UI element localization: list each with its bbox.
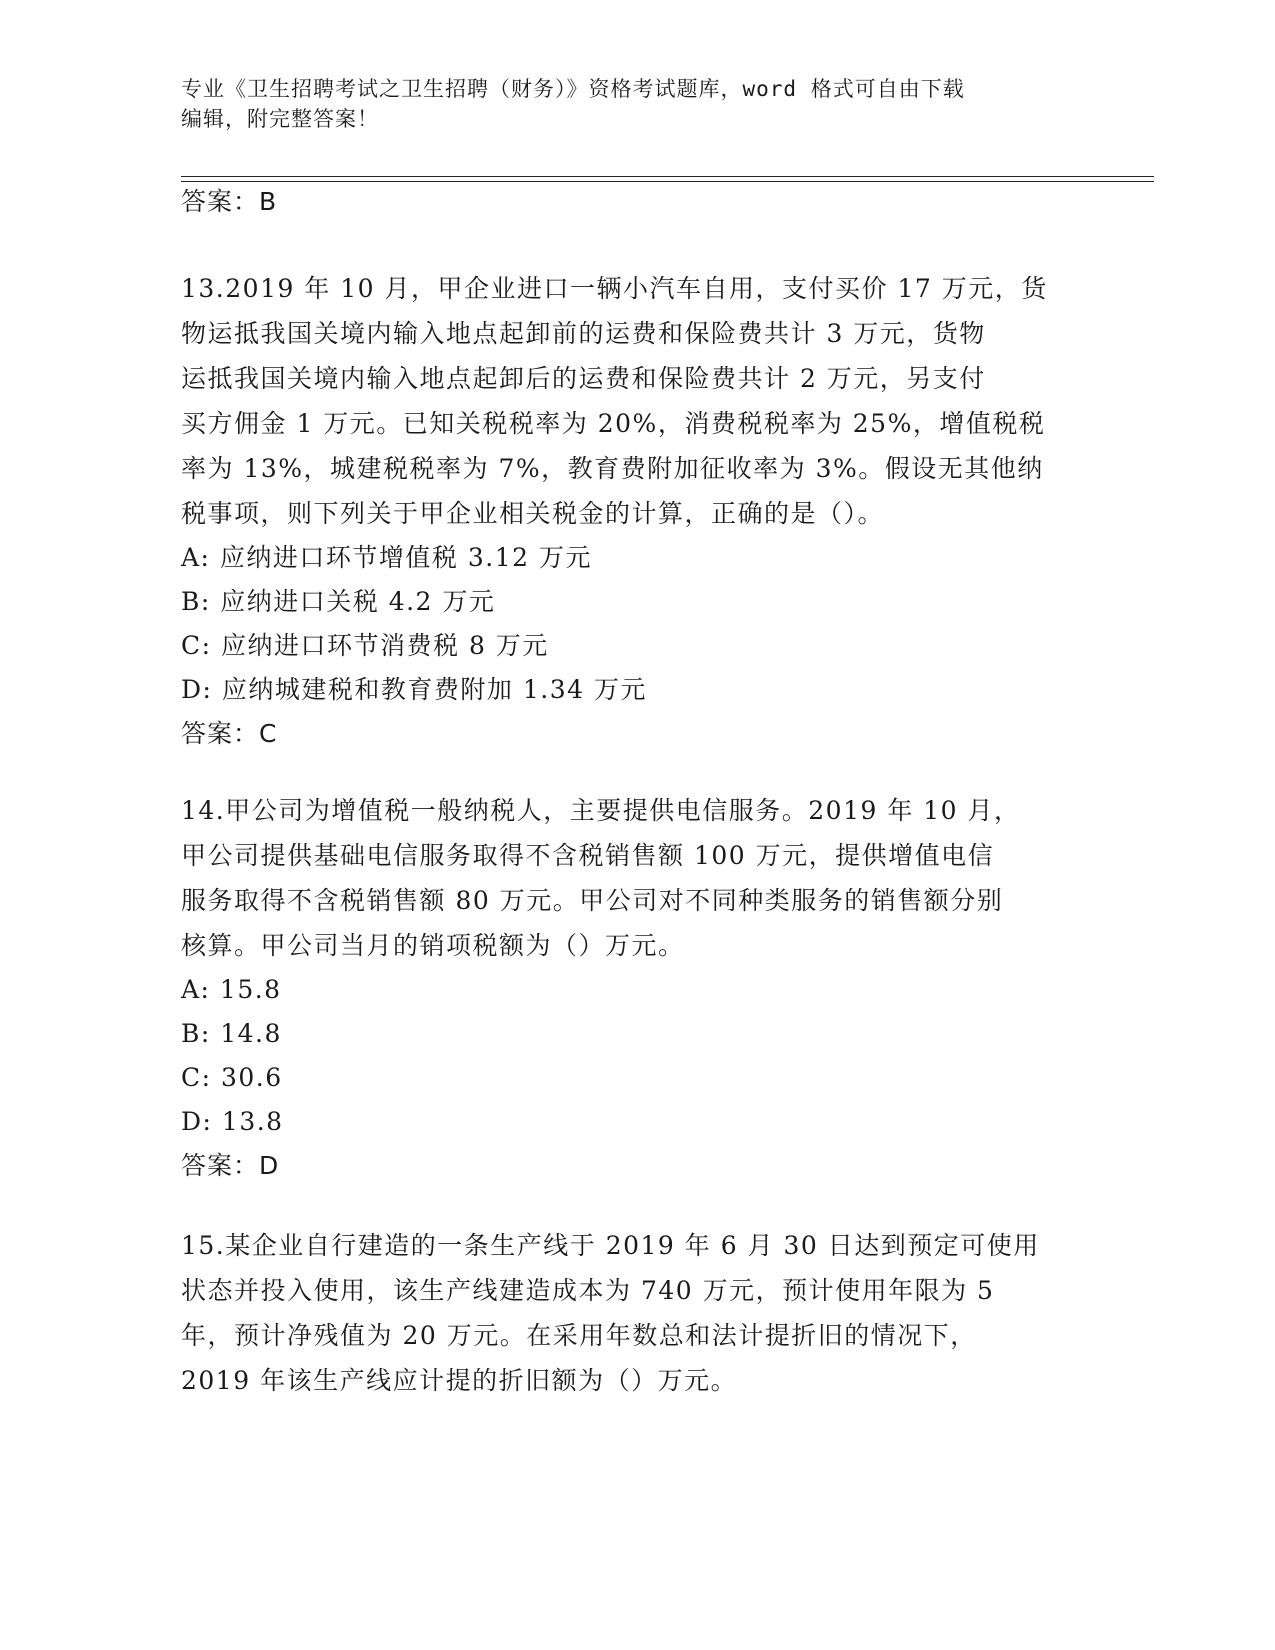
- option-d: D: 应纳城建税和教育费附加 1.34 万元: [181, 675, 647, 704]
- question-14: [181, 788, 1061, 1188]
- question-text-line: 14.甲公司为增值税一般纳税人，主要提供电信服务。2019 年 10 月，: [181, 796, 1021, 825]
- header-line-1: 专业《卫生招聘考试之卫生招聘（财务）》资格考试题库，word 格式可自由下载: [181, 77, 965, 101]
- question-text-line: 甲公司提供基础电信服务取得不含税销售额 100 万元，提供增值电信: [181, 841, 995, 870]
- answer-label: 答案：C: [181, 719, 278, 748]
- previous-answer: 答案：B: [181, 187, 278, 216]
- question-text-line: 率为 13%，城建税税率为 7%，教育费附加征收率为 3%。假设无其他纳: [181, 454, 1044, 483]
- document-header: [181, 74, 1061, 134]
- question-13: [181, 266, 1061, 756]
- header-rule-bottom: [181, 181, 1154, 182]
- option-a: A: 应纳进口环节增值税 3.12 万元: [181, 543, 592, 572]
- question-text-line: 15.某企业自行建造的一条生产线于 2019 年 6 月 30 日达到预定可使用: [181, 1231, 1040, 1260]
- header-line-2: 编辑，附完整答案！: [181, 107, 379, 131]
- option-a: A: 15.8: [181, 975, 282, 1004]
- question-text-line: 买方佣金 1 万元。已知关税税率为 20%，消费税税率为 25%，增值税税: [181, 409, 1046, 438]
- option-b: B: 应纳进口关税 4.2 万元: [181, 587, 496, 616]
- question-text-line: 运抵我国关境内输入地点起卸后的运费和保险费共计 2 万元，另支付: [181, 364, 986, 393]
- header-rule-top: [181, 176, 1154, 177]
- question-text-line: 年，预计净残值为 20 万元。在采用年数总和法计提折旧的情况下，: [181, 1321, 977, 1350]
- question-text-line: 核算。甲公司当月的销项税额为（）万元。: [181, 931, 685, 960]
- answer-label: 答案：D: [181, 1151, 280, 1180]
- question-text-line: 13.2019 年 10 月，甲企业进口一辆小汽车自用，支付买价 17 万元，货: [181, 274, 1048, 303]
- question-text-line: 2019 年该生产线应计提的折旧额为（）万元。: [181, 1366, 738, 1395]
- option-c: C: 30.6: [181, 1063, 283, 1092]
- question-text-line: 税事项，则下列关于甲企业相关税金的计算，正确的是（）。: [181, 499, 885, 528]
- question-15: [181, 1223, 1061, 1403]
- option-b: B: 14.8: [181, 1019, 282, 1048]
- question-text-line: 服务取得不含税销售额 80 万元。甲公司对不同种类服务的销售额分别: [181, 886, 1004, 915]
- question-text-line: 物运抵我国关境内输入地点起卸前的运费和保险费共计 3 万元，货物: [181, 319, 986, 348]
- option-c: C: 应纳进口环节消费税 8 万元: [181, 631, 549, 660]
- question-text-line: 状态并投入使用，该生产线建造成本为 740 万元，预计使用年限为 5: [181, 1276, 995, 1305]
- option-d: D: 13.8: [181, 1107, 284, 1136]
